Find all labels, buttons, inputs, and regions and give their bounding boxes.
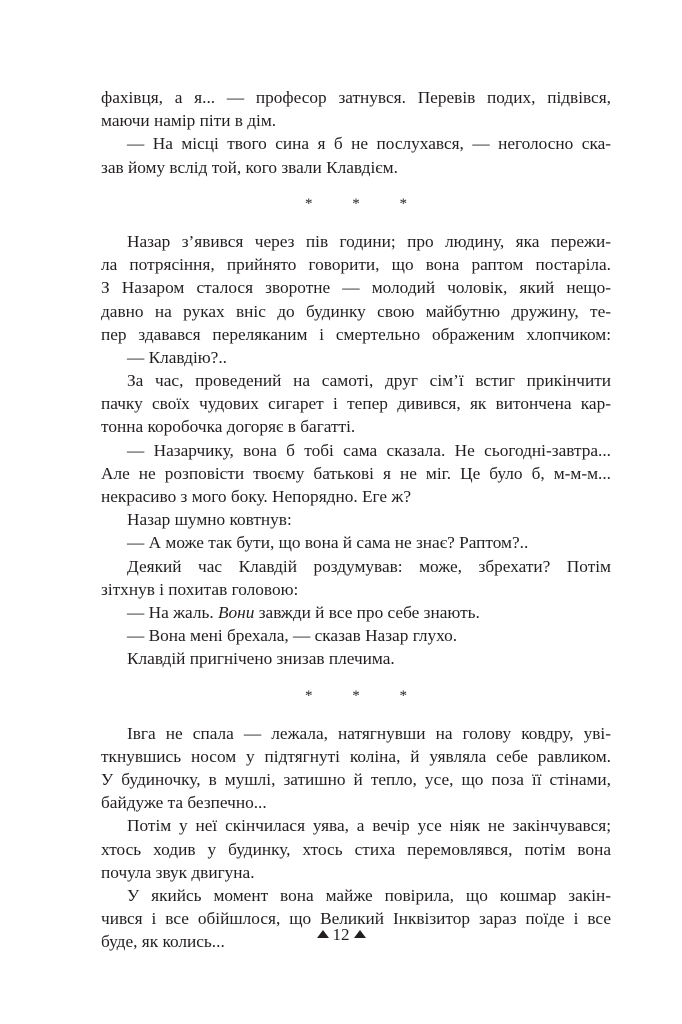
text-line: Але не розповісти твоєму батькові я не міг. Це було б, м-м-м... [101, 463, 611, 483]
page-number [0, 925, 682, 945]
text-line: буде, як колись... [101, 932, 225, 952]
text-line: За час, проведений на самоті, друг сім’ї встиг прикінчити [127, 371, 611, 391]
text-line: тонна коробочка догоряє в багатті. [101, 417, 356, 437]
text-block [101, 86, 611, 179]
text-line: — А може так бути, що вона й сама не знає? Раптом?.. [127, 533, 529, 553]
text-line: ла потрясіння, прийнято говорити, що вона раптом постаріла. [101, 255, 611, 275]
text-line: Івга не спала — лежала, натягнувши на голову ковдру, уві- [127, 723, 611, 743]
triangle-icon [317, 930, 329, 938]
text-line: — Вона мені брехала, — сказав Назар глухо. [127, 626, 458, 646]
text-line: маючи намір піти в дім. [101, 111, 277, 131]
text-line: ткнувшись носом у підтягнуті коліна, й уявляла себе равликом. [101, 746, 611, 766]
text-line: — Клавдію?.. [127, 347, 227, 367]
text-line: давно на руках вніс до будинку свою майбутню дружину, те- [101, 301, 611, 321]
text-line: фахівця, а я... — професор затнувся. Перевів подих, підвівся, [101, 88, 611, 107]
text-block [101, 722, 611, 954]
page-body [101, 86, 611, 954]
page-number-text: 12 [332, 925, 350, 944]
text-line: Потім у неї скінчилася уява, а вечір усе ніяк не закінчувався; [127, 816, 611, 836]
text-line: У будиночку, в мушлі, затишно й тепло, усе, що поза її стінами, [101, 770, 611, 790]
text-line: чився і все обійшлося, що Великий Інквізитор зараз поїде і все [101, 909, 611, 929]
text-line: пачку своїх чудових сигарет і тепер дивився, як витончена кар- [101, 394, 611, 414]
section-separator: * * * [305, 195, 425, 212]
text-line: зітхнув і похитав головою: [101, 579, 299, 599]
text-line: пер здавався переляканим і смертельно ображеним хлопчиком: [101, 324, 611, 344]
text-line: почула звук двигуна. [101, 862, 255, 882]
text-line: Деякий час Клавдій роздумував: може, збрехати? Потім [127, 556, 611, 576]
text-line: Клавдій пригнічено знизав плечима. [127, 649, 395, 669]
text-block [101, 230, 611, 601]
text-line: байдуже та безпечно... [101, 793, 267, 813]
emphasis: Вони [217, 602, 255, 622]
text-line: — Назарчику, вона б тобі сама сказала. Не сьогодні-завтра... [127, 440, 611, 460]
text-line: З Назаром сталося зворотне — молодий чоловік, який нещо- [101, 278, 611, 298]
text-line: Назар з’явився через пів години; про людину, яка пережи- [127, 231, 611, 251]
section-separator: * * * [305, 687, 425, 704]
text-line: У якийсь момент вона майже повірила, що кошмар закін- [127, 886, 611, 905]
text-line: некрасиво з мого боку. Непорядно. Еге ж? [101, 487, 411, 506]
text-line: зав йому вслід той, кого звали Клавдієм. [101, 157, 398, 177]
text-line: Назар шумно ковтнув: [127, 510, 292, 530]
text-line: хтось ходив у будинку, хтось стиха перемовлявся, потім вона [101, 839, 611, 859]
text-line: — На жаль. Вони завжди й все про себе знають. [127, 602, 480, 622]
text-line: — На місці твого сина я б не послухався, — неголосно ска- [127, 134, 611, 154]
triangle-icon [354, 930, 366, 938]
text-block [101, 624, 611, 670]
